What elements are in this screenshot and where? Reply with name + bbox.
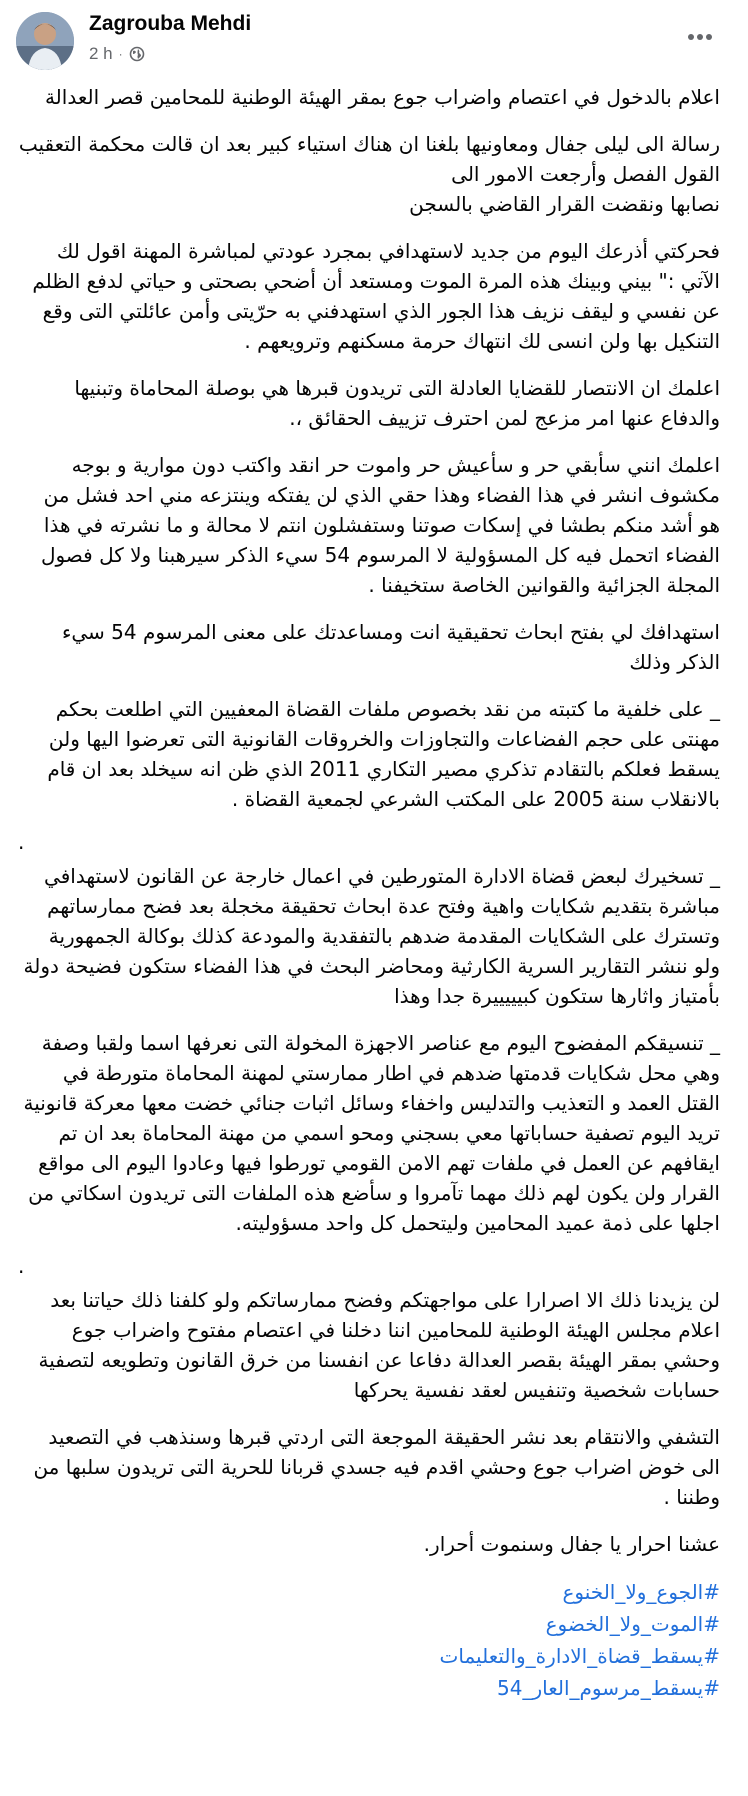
dot-mark: . (18, 830, 25, 854)
post-time[interactable]: 2 h (89, 44, 113, 63)
globe-icon[interactable] (129, 46, 145, 62)
post-paragraph: رسالة الى ليلى جفال ومعاونيها بلغنا ان هناك استياء كبير بعد ان قالت محكمة التعقيب القول الفصل وأرجعت الامور الى نصابها ونقضت القرار القاضي بالسجن (18, 132, 720, 216)
post-paragraph: التشفي والانتقام بعد نشر الحقيقة الموجعة التى اردتي قبرها وسنذهب في التصعيد الى خوض اضراب جوع وحشي اقدم فيه جسدي قربانا للحرية التى تريدون سلبها من وطننا . (33, 1425, 720, 1509)
more-dots-icon (687, 33, 713, 41)
post-paragraph: _ تسخيرك لبعض قضاة الادارة المتورطين في اعمال خارجة عن القانون لاستهدافي مباشرة بتقديم شكايات واهية وفتح عدة ابحاث تحقيقة مخجلة بعد فضح ممارساتهم وتسترك على الشكايات المقدمة ضدهم بالتفقدية والمودعة كذلك بوكالة الجمهورية ولو ننشر التقارير السرية الكارثية ومحاضر البحث في هذا الفضاء ستكون فضيحة دولة بأمتياز واثارها ستكون كبيييييرة جدا وهذا (23, 864, 720, 1008)
post-paragraph: اعلمك ان الانتصار للقضايا العادلة التى تريدون قبرها هي بوصلة المحاماة وتبنيها والدفاع عنها امر مزعج لمن احترف تزييف الحقائق ،. (74, 376, 720, 430)
post-paragraph: _ تنسيقكم المفضوح اليوم مع عناصر الاجهزة المخولة التى نعرفها اسما ولقبا وصفة وهي محل شكايات قدمتها ضدهم في اطار ممارستي لمهنة المحاماة متورطة في القتل العمد و التعذيب والتدليس واخفاء وسائل اثبات جنائي خضت معها معركة قانونية تريد اليوم تصفية حساباتها معي بسجني ومحو اسمي من مهنة المحاماة بعد ان تم ايقافهم عن العمل في ملفات تهم الامن القومي تورطوا فيها وعادوا اليوم الى مواقع القرار ولن يكون لهم ذلك مهما تآمروا و سأضع هذه الملفات التى تريدون اسكاتي من اجلها على ذمة عميد المحامين وليتحمل كل واحد مسؤوليته. (23, 1031, 720, 1235)
post-meta (89, 44, 145, 64)
post-header (0, 0, 748, 82)
dot-mark: . (18, 1254, 25, 1278)
hashtag-link[interactable]: #الجوع_ولا_الخنوع (562, 1580, 720, 1604)
post-paragraph: عشنا احرار يا جفال وسنموت أحرار. (423, 1532, 720, 1556)
hashtag-link[interactable]: #يسقط_مرسوم_العار_54 (497, 1676, 720, 1700)
post-paragraph: _ على خلفية ما كتبته من نقد بخصوص ملفات القضاة المعفيين التي اطلعت بحكم مهنتى على حجم الفضاعات والتجاوزات والخروقات القانونية التى تعرضوا اليها ولن يسقط فعلكم بالتقادم تذكري مصير التكاري 2011 الذي ظن انه سيخلد بعد ان قام بالانقلاب سنة 2005 على المكتب الشرعي لجمعية القضاة . (47, 697, 720, 811)
hashtag-link[interactable]: #الموت_ولا_الخضوع (545, 1612, 720, 1636)
post-paragraph: فحركتي أذرعك اليوم من جديد لاستهدافي بمجرد عودتي لمباشرة المهنة اقول لك الآتي :" بيني وبينك هذه المرة الموت ومستعد أن أضحي بصحتى و حياتي لدفع الظلم عن نفسي و ليقف نزيف هذا الجور الذي استهدفني به حرّيتى وأمن عائلتي التى وقع التنكيل بها ولن انسى لك انتهاك حرمة مسكنهم وترويعهم . (32, 239, 720, 353)
hashtag-list (18, 1576, 720, 1704)
post-paragraph: لن يزيدنا ذلك الا اصرارا على مواجهتكم وفضح ممارساتكم ولو كلفنا ذلك حياتنا بعد اعلام مجلس الهيئة الوطنية للمحامين اننا دخلنا في اعتصام مفتوح واضراب جوع وحشي بمقر الهيئة بقصر العدالة دفاعا عن انفسنا من خرق القانون وتطويعه لتصفية حسابات شخصية وتنفيس لعقد نفسية يحركها (38, 1288, 720, 1402)
post-body (0, 82, 748, 1704)
hashtag-link[interactable]: #يسقط_قضاة_الادارة_والتعليمات (439, 1644, 720, 1668)
author-avatar[interactable] (16, 12, 74, 70)
post-paragraph: اعلمك انني سأبقي حر و سأعيش حر واموت حر انقد واكتب دون موارية و بوجه مكشوف انشر في هذا الفضاء وهذا حقي الذي لن يفتكه وينتزعه مني احد فشل من هو أشد منكم بطشا في إسكات صوتنا وستفشلون انتم لا محالة و ما نشرته في هذا الفضاء اتحمل فيه كل المسؤولية لا المرسوم 54 سيء الذكر سيرهبنا ولا كل فصول المجلة الجزائية والقوانين الخاصة ستخيفنا . (40, 453, 720, 597)
avatar-photo-icon (16, 12, 74, 70)
author-name[interactable]: Zagrouba Mehdi (89, 12, 252, 35)
post-paragraph: اعلام بالدخول في اعتصام واضراب جوع بمقر الهيئة الوطنية للمحامين قصر العدالة (44, 85, 720, 109)
post-paragraph: استهدافك لي بفتح ابحاث تحقيقية انت ومساعدتك على معنى المرسوم 54 سيء الذكر وذلك (61, 620, 720, 674)
meta-separator: · (118, 47, 123, 61)
more-options-button[interactable] (680, 22, 720, 52)
